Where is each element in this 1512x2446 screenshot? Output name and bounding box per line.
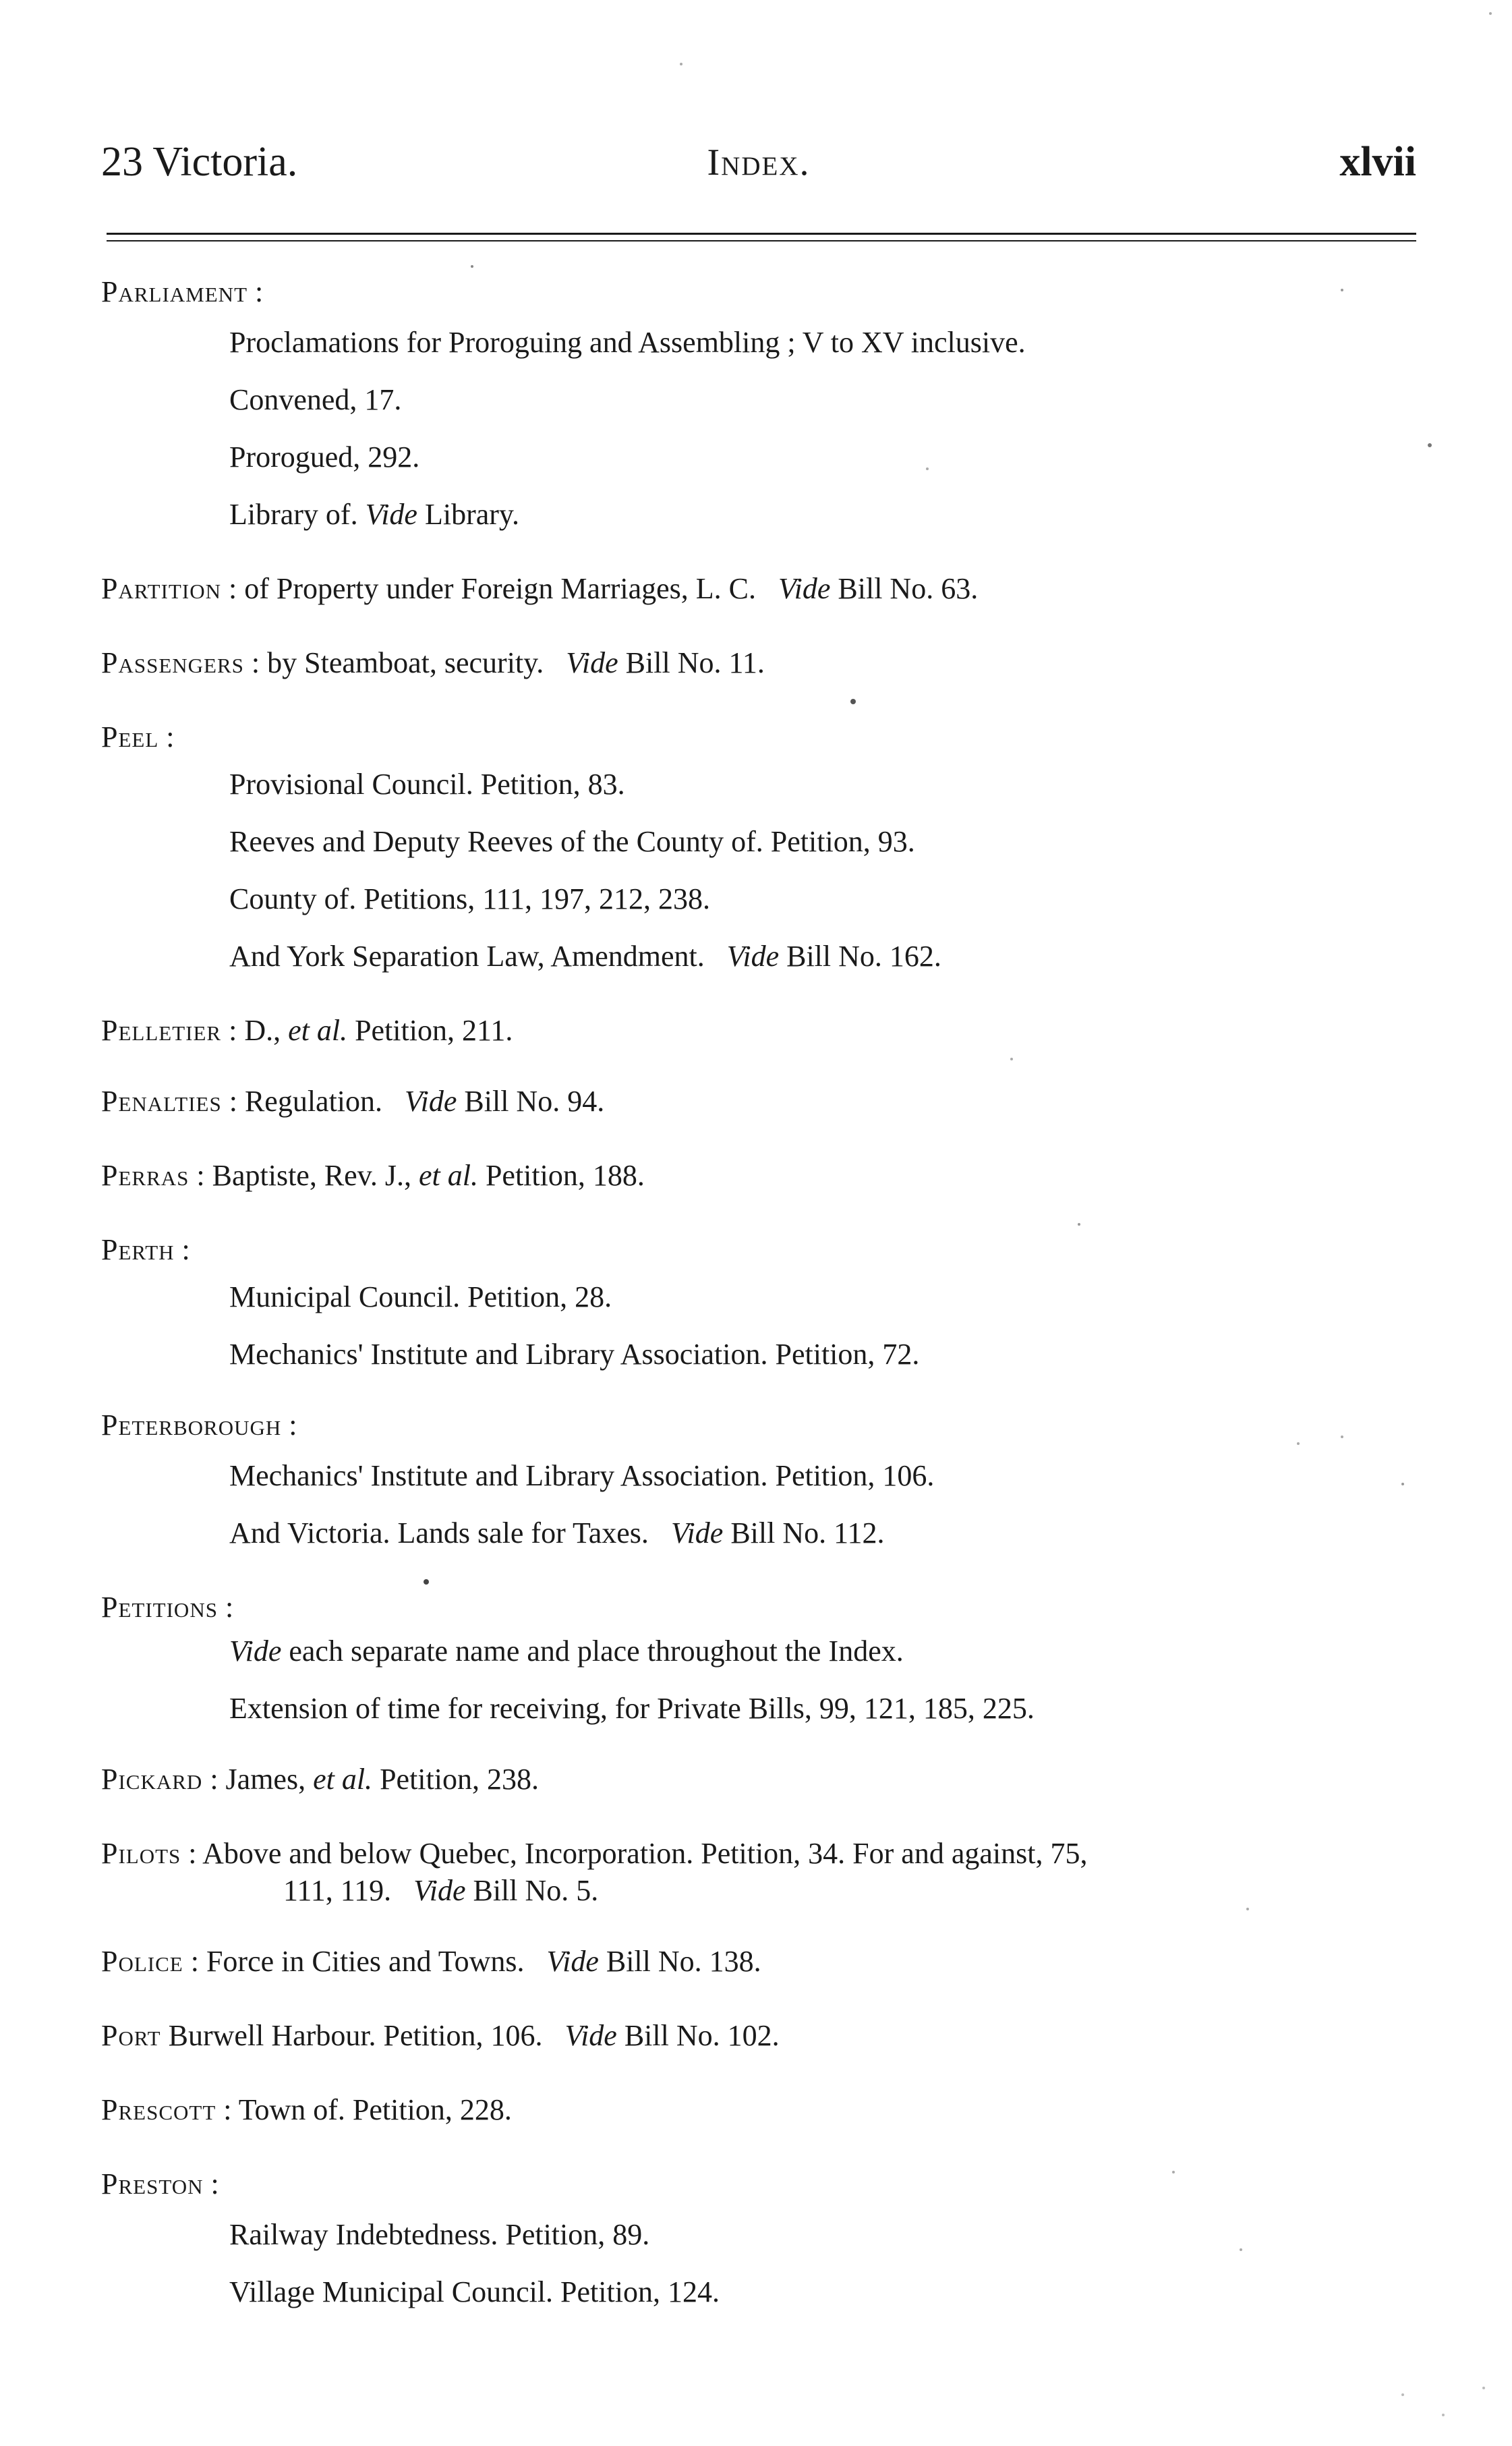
entry-text: : Town of. Petition, 228.: [216, 2093, 512, 2126]
index-entry-police: [101, 1943, 761, 1981]
subentry-text: And York Separation Law, Amendment.: [229, 940, 705, 973]
header-rule-bottom: [107, 240, 1416, 241]
et-al: et al.: [313, 1763, 373, 1796]
entry-continuation: [283, 1872, 598, 1910]
subentry: [229, 496, 519, 534]
separator: :: [158, 720, 175, 753]
entry-text: Burwell Harbour. Petition, 106.: [161, 2019, 543, 2052]
separator: :: [203, 2167, 219, 2200]
headword: Preston: [101, 2167, 204, 2200]
headword: Petitions: [101, 1591, 218, 1624]
entry-text: : James,: [202, 1763, 306, 1796]
vide-reference: Vide: [229, 1634, 282, 1668]
subentry-text: Convened, 17.: [229, 383, 402, 416]
subentry-text: Provisional Council. Petition, 83.: [229, 768, 625, 801]
index-entry-pilots: [101, 1835, 1087, 1873]
cross-reference: Bill No. 162.: [786, 940, 941, 973]
headword: Prescott: [101, 2093, 216, 2126]
subentry-text: Village Municipal Council. Petition, 124.: [229, 2275, 720, 2308]
separator: :: [174, 1233, 190, 1266]
entry-text: : D.,: [221, 1014, 281, 1047]
headword: Pelletier: [101, 1014, 222, 1047]
index-entry-prescott: [101, 2091, 512, 2129]
headword: Perras: [101, 1159, 190, 1192]
entry-text: : by Steamboat, security.: [243, 646, 544, 679]
vide-reference: Vide: [566, 646, 618, 679]
index-entry-peel: [101, 718, 175, 756]
index-entry-partition: [101, 570, 978, 608]
subentry: [229, 1457, 934, 1495]
vide-reference: Vide: [365, 498, 417, 531]
subentry: [229, 1514, 884, 1552]
cross-reference: Library.: [424, 498, 520, 531]
section-title: Index.: [707, 142, 811, 183]
separator: :: [248, 275, 264, 308]
cross-reference: Bill No. 94.: [464, 1085, 605, 1118]
subentry: [229, 1336, 919, 1373]
subentry-text: Extension of time for receiving, for Private Bills, 99, 121, 185, 225.: [229, 1692, 1035, 1725]
subentry-text: Railway Indebtedness. Petition, 89.: [229, 2218, 650, 2251]
subentry: [229, 1632, 904, 1670]
subentry-text: Proclamations for Proroguing and Assembling ; V to XV inclusive.: [229, 326, 1026, 359]
subentry-text: Mechanics' Institute and Library Association. Petition, 72.: [229, 1338, 920, 1371]
entry-text: Petition, 211.: [347, 1014, 513, 1047]
cross-reference: Bill No. 138.: [606, 1945, 761, 1978]
subentry: [229, 766, 625, 803]
headword: Pickard: [101, 1763, 203, 1796]
headword: Peel: [101, 720, 159, 753]
subentry-text: And Victoria. Lands sale for Taxes.: [229, 1516, 649, 1549]
headword: Partition: [101, 572, 221, 605]
vide-reference: Vide: [564, 2019, 617, 2052]
et-al: et al.: [288, 1014, 348, 1047]
vide-reference: Vide: [670, 1516, 724, 1549]
subentry: [229, 880, 710, 918]
headword: Peterborough: [101, 1409, 282, 1442]
subentry-text: Prorogued, 292.: [229, 440, 420, 474]
index-entry-penalties: [101, 1083, 604, 1120]
entry-text: 111, 119.: [283, 1874, 392, 1907]
entry-text: : Force in Cities and Towns.: [183, 1945, 525, 1978]
headword: Penalties: [101, 1085, 222, 1118]
separator: :: [281, 1409, 297, 1442]
entry-text: Petition, 188.: [477, 1159, 645, 1192]
subentry: [229, 1690, 1035, 1728]
headword: Police: [101, 1945, 183, 1978]
subentry: [229, 2273, 720, 2311]
header-rule-top: [107, 233, 1416, 235]
vide-reference: Vide: [726, 940, 780, 973]
index-entry-pickard: [101, 1761, 539, 1798]
index-entry-passengers: [101, 644, 765, 682]
subentry-text: County of. Petitions, 111, 197, 212, 238.: [229, 882, 710, 915]
index-entry-preston: [101, 2165, 219, 2203]
cross-reference: Bill No. 102.: [624, 2019, 780, 2052]
cross-reference: Bill No. 5.: [473, 1874, 599, 1907]
vide-reference: Vide: [546, 1945, 599, 1978]
cross-reference: Bill No. 11.: [625, 646, 765, 679]
entry-text: : Regulation.: [221, 1085, 383, 1118]
subentry: [229, 381, 401, 419]
page-header: [101, 138, 1416, 199]
cross-reference: Bill No. 112.: [730, 1516, 885, 1549]
index-entry-petitions: [101, 1589, 233, 1626]
subentry-text: Municipal Council. Petition, 28.: [229, 1280, 612, 1313]
subentry: [229, 823, 915, 861]
index-entry-port: [101, 2017, 780, 2055]
separator: :: [217, 1591, 234, 1624]
vide-reference: Vide: [413, 1874, 466, 1907]
headword: Perth: [101, 1233, 175, 1266]
headword: Passengers: [101, 646, 244, 679]
vide-reference: Vide: [778, 572, 831, 605]
entry-text: : of Property under Foreign Marriages, L. C.: [221, 572, 757, 605]
subentry: [229, 1278, 612, 1316]
index-entry-perras: [101, 1157, 645, 1195]
headword: Parliament: [101, 275, 248, 308]
cross-reference: Bill No. 63.: [838, 572, 979, 605]
subentry-text: each separate name and place throughout the Index.: [289, 1634, 904, 1668]
index-entry-parliament: [101, 273, 263, 311]
index-entry-peterborough: [101, 1406, 297, 1444]
running-title: 23 Victoria.: [101, 139, 298, 185]
entry-text: : Baptiste, Rev. J.,: [189, 1159, 411, 1192]
vide-reference: Vide: [405, 1085, 457, 1118]
subentry-text: Mechanics' Institute and Library Association. Petition, 106.: [229, 1459, 935, 1492]
headword: Pilots: [101, 1837, 181, 1870]
index-entry-pelletier: [101, 1012, 513, 1050]
entry-text: : Above and below Quebec, Incorporation. Petition, 34. For and against, 75,: [181, 1837, 1088, 1870]
et-al: et al.: [418, 1159, 478, 1192]
index-entry-perth: [101, 1231, 190, 1269]
subentry: [229, 938, 941, 975]
page-number: xlvii: [1339, 139, 1416, 185]
subentry-text: Library of.: [229, 498, 358, 531]
subentry: [229, 2216, 649, 2254]
subentry: [229, 438, 419, 476]
subentry: [229, 324, 1026, 362]
entry-text: Petition, 238.: [372, 1763, 539, 1796]
headword: Port: [101, 2019, 161, 2052]
subentry-text: Reeves and Deputy Reeves of the County of. Petition, 93.: [229, 825, 915, 858]
